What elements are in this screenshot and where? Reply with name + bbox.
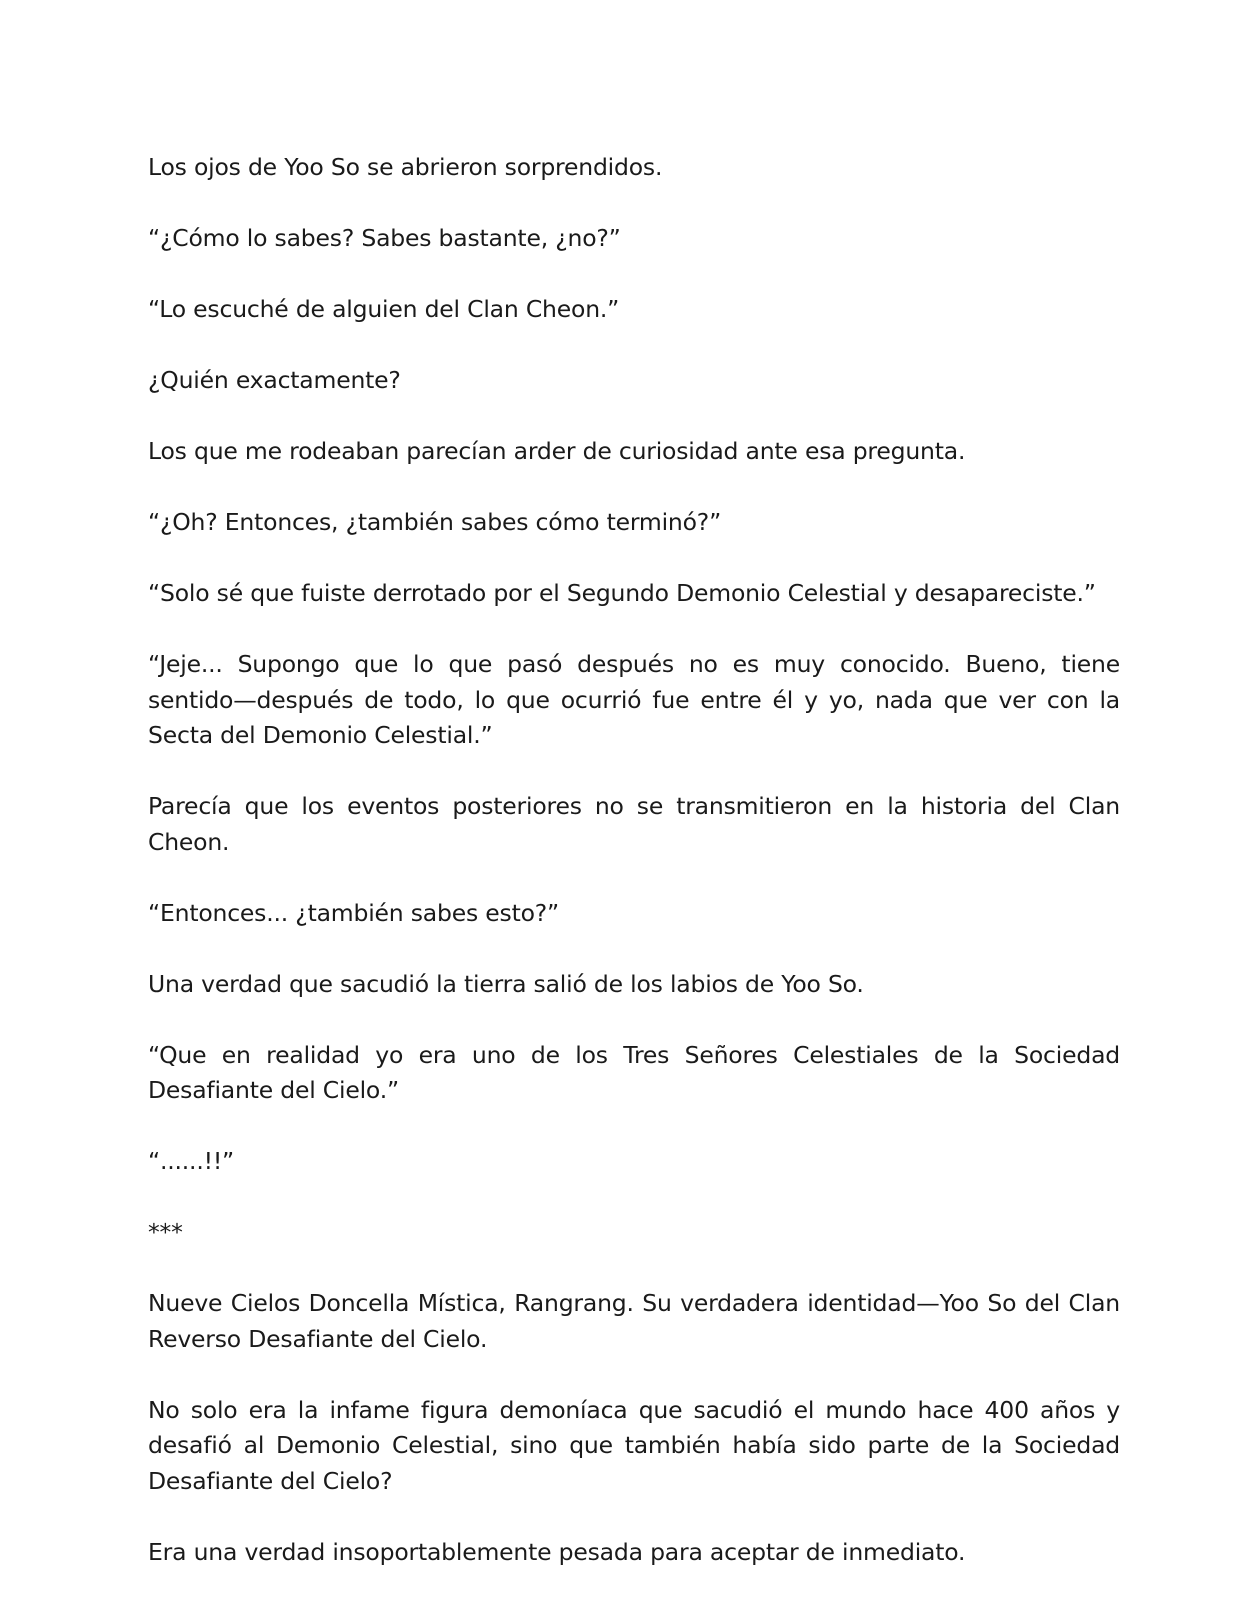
paragraph-3: “Lo escuché de alguien del Clan Cheon.” — [148, 295, 620, 323]
paragraph-10: “Entonces... ¿también sabes esto?” — [148, 898, 560, 927]
paragraph-16: No solo era la infame figura demoníaca que sacudió el mundo hace 400 años y desafió al Demonio Celestial, sino que también había sido parte de la Sociedad Desafiante del Cielo? — [148, 1395, 1120, 1495]
document-page — [148, 150, 1120, 1606]
paragraph-15: Nueve Cielos Doncella Mística, Rangrang. Su verdadera identidad—Yoo So del Clan Reverso Desafiante del Cielo. — [148, 1289, 1120, 1353]
paragraph-8: “Jeje... Supongo que lo que pasó después no es muy conocido. Bueno, tiene sentido—después de todo, lo que ocurrió fue entre él y yo, nada que ver con la Secta del Demonio Celestial.” — [148, 650, 1120, 749]
paragraph-9: Parecía que los eventos posteriores no se transmitieron en la historia del Clan Cheon. — [148, 792, 1120, 856]
paragraph-2: “¿Cómo lo sabes? Sabes bastante, ¿no?” — [148, 224, 621, 252]
paragraph-12: “Que en realidad yo era uno de los Tres Señores Celestiales de la Sociedad Desafiante del Cielo.” — [148, 1040, 1120, 1104]
paragraph-13: “......!!” — [148, 1147, 235, 1175]
paragraph-11: Una verdad que sacudió la tierra salió de los labios de Yoo So. — [148, 969, 864, 998]
scene-break: *** — [148, 1218, 183, 1246]
paragraph-5: Los que me rodeaban parecían arder de curiosidad ante esa pregunta. — [148, 437, 966, 465]
paragraph-4: ¿Quién exactamente? — [148, 366, 401, 394]
paragraph-6: “¿Oh? Entonces, ¿también sabes cómo terminó?” — [148, 508, 722, 536]
paragraph-7: “Solo sé que fuiste derrotado por el Segundo Demonio Celestial y desapareciste.” — [148, 579, 1096, 607]
paragraph-17: Era una verdad insoportablemente pesada para aceptar de inmediato. — [148, 1537, 966, 1566]
paragraph-1: Los ojos de Yoo So se abrieron sorprendidos. — [148, 153, 663, 181]
